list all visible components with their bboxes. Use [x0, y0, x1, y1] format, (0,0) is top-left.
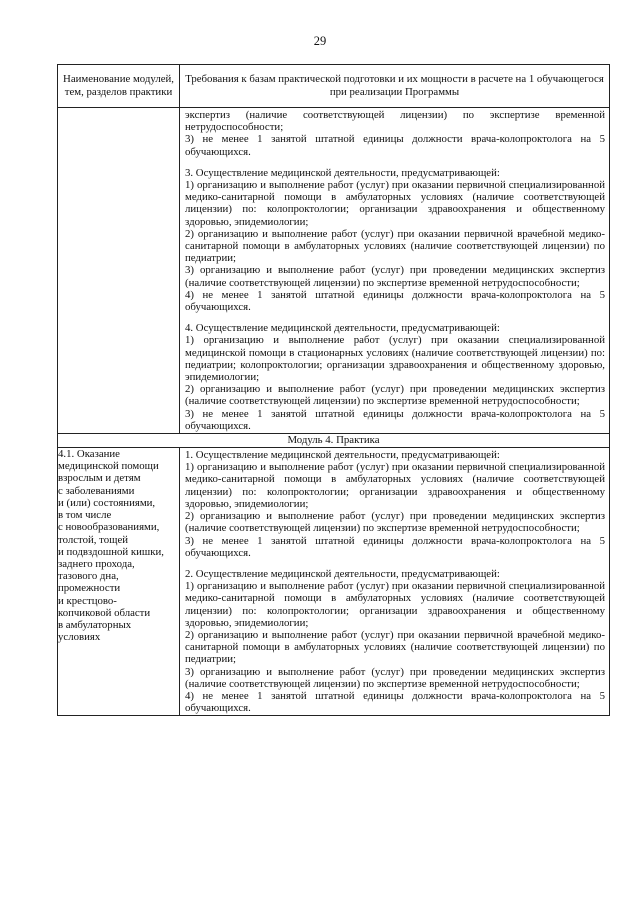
requirement-line: 4) не менее 1 занятой штатной единицы должности врача-колопроктолога на 5 обучающихся.: [185, 288, 605, 314]
requirements-block: [185, 166, 605, 313]
requirements-block: [185, 567, 605, 715]
requirement-line: 4) не менее 1 занятой штатной единицы должности врача-колопроктолога на 5 обучающихся.: [185, 689, 605, 715]
requirement-line: 1. Осуществление медицинской деятельности, предусматривающей:: [185, 449, 500, 462]
requirement-line: 3) не менее 1 занятой штатной единицы должности врача-колопроктолога на 5 обучающихся.: [185, 534, 605, 559]
requirement-line: экспертиз (наличие соответствующей лицензии) по экспертизе временной нетрудоспособности;: [185, 109, 605, 134]
requirement-line: 1) организацию и выполнение работ (услуг) при оказании первичной специализированной медико-санитарной помощи в амбулаторных условиях (наличие соответствующей лицензии) по: колопроктологии; организации здравоохранения и общественному здоровью, эпидемиологии;: [185, 580, 605, 629]
module-topic-line: в амбулаторных: [58, 618, 132, 631]
module-topic-line: с заболеваниями: [58, 484, 135, 497]
module-topic-line: копчиковой области: [58, 606, 151, 619]
table-header-row: [58, 65, 610, 108]
requirement-line: 2) организацию и выполнение работ (услуг) при проведении медицинских экспертиз (наличие соответствующей лицензии) по экспертизе временной нетрудоспособности;: [185, 510, 605, 535]
requirement-line: 4. Осуществление медицинской деятельности, предусматривающей:: [185, 322, 500, 335]
module-topic-line: 4.1. Оказание: [58, 448, 120, 461]
module-topic-line: и подвздошной кишки,: [58, 545, 164, 558]
requirements-table: [57, 64, 610, 716]
requirement-line: 3. Осуществление медицинской деятельности, предусматривающей:: [185, 166, 500, 179]
module-topic-line: в том числе: [58, 509, 112, 522]
module-topic-line: и крестцово-: [58, 594, 117, 607]
page-number: 29: [313, 34, 327, 48]
requirements-block: [185, 108, 605, 158]
requirements-block: [185, 321, 605, 433]
module-topic-line: тазового дна,: [58, 570, 119, 583]
table-row-module-4-1: [58, 448, 610, 716]
module-topic-line: и (или) состояниями,: [58, 496, 156, 509]
requirements-cell-module: [180, 448, 610, 716]
module-topic-line: толстой, тощей: [58, 533, 129, 546]
requirement-line: 2) организацию и выполнение работ (услуг) при оказании первичной врачебной медико-санитарной помощи в амбулаторных условиях (наличие соответствующей лицензии) по педиатрии;: [185, 227, 605, 265]
module-title-row: [58, 434, 610, 448]
requirement-line: 2. Осуществление медицинской деятельности, предусматривающей:: [185, 567, 500, 580]
requirement-line: 3) организацию и выполнение работ (услуг) при проведении медицинских экспертиз (наличие соответствующей лицензии) по экспертизе временной нетрудоспособности;: [185, 264, 605, 289]
module-topic-line: с новообразованиями,: [58, 521, 160, 534]
module-topic-line: взрослым и детям: [58, 472, 141, 485]
requirement-line: 2) организацию и выполнение работ (услуг) при проведении медицинских экспертиз (наличие соответствующей лицензии) по экспертизе временной нетрудоспособности;: [185, 383, 605, 408]
module-topic-cell: [58, 448, 180, 716]
module-topic-line: медицинской помощи: [58, 460, 159, 473]
requirement-line: 3) организацию и выполнение работ (услуг) при проведении медицинских экспертиз (наличие соответствующей лицензии) по экспертизе временной нетрудоспособности;: [185, 665, 605, 690]
module-title: Модуль 4. Практика: [58, 434, 610, 448]
module-topic-line: заднего прохода,: [58, 557, 135, 570]
requirement-line: 2) организацию и выполнение работ (услуг) при оказании первичной врачебной медико-санитарной помощи в амбулаторных условиях (наличие соответствующей лицензии) по педиатрии;: [185, 628, 605, 666]
requirement-line: 1) организацию и выполнение работ (услуг) при оказании первичной специализированной медико-санитарной помощи в амбулаторных условиях (наличие соответствующей лицензии) по: колопроктологии; организации здравоохранения и общественному здоровью, эпидемиологии;: [185, 179, 605, 228]
table-row-continued: [58, 108, 610, 434]
module-topic-line: промежности: [58, 582, 121, 595]
requirements-cell-continued: [180, 108, 610, 434]
requirements-block: [185, 448, 605, 559]
requirement-line: 1) организацию и выполнение работ (услуг) при оказании специализированной медицинской помощи в стационарных условиях (наличие соответствующей лицензии) по: педиатрии; колопроктологии; организации здравоохранения и общественному здоровью, эпидемиологии;: [185, 334, 605, 384]
empty-module-cell: [58, 108, 180, 434]
header-col-requirements: Требования к базам практической подготовки и их мощности в расчете на 1 обучающегося при реализации Программы: [180, 65, 610, 108]
requirement-line: 1) организацию и выполнение работ (услуг) при оказании первичной специализированной медико-санитарной помощи в амбулаторных условиях (наличие соответствующей лицензии) по: колопроктологии; организации здравоохранения и общественному здоровью, эпидемиологии;: [185, 461, 605, 510]
header-col-modules: Наименование модулей, тем, разделов практики: [58, 65, 180, 108]
requirement-line: 3) не менее 1 занятой штатной единицы должности врача-колопроктолога на 5 обучающихся.: [185, 407, 605, 432]
requirement-line: 3) не менее 1 занятой штатной единицы должности врача-колопроктолога на 5 обучающихся.: [185, 133, 605, 158]
module-topic-line: условиях: [58, 631, 101, 644]
